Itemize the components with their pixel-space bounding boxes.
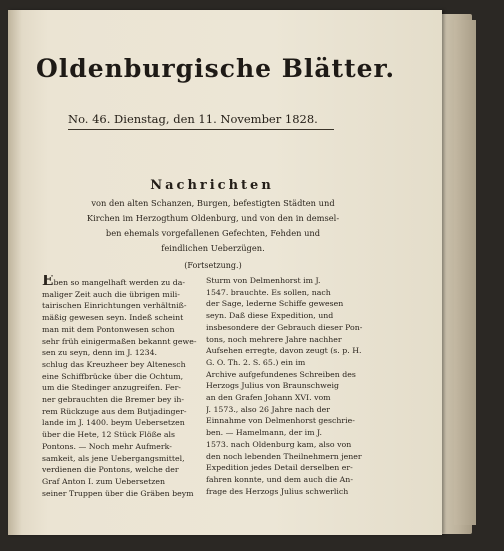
- text-line: sehr früh einigermaßen bekannt gewe-: [42, 336, 197, 346]
- text-line: an den Grafen Johann XVI. vom: [206, 393, 331, 403]
- text-line: 1547. brauchte. Es sollen, nach: [206, 287, 331, 297]
- text-line: sen zu seyn, denn im J. 1234.: [42, 348, 158, 358]
- text-line: fahren konnte, und dem auch die An-: [206, 474, 353, 484]
- text-line: man mit dem Pontonwesen schon: [42, 324, 175, 334]
- text-line: schlug das Kreuzheer bey Altenesch: [42, 359, 186, 369]
- text-line: Archive aufgefundenes Schreiben des: [206, 369, 356, 379]
- text-line: rem Rückzuge aus dem Butjadinger-: [42, 406, 187, 416]
- text-line: ben. — Hamelmann, der im J.: [206, 428, 323, 438]
- text-line: G. O. Th. 2. S. 65.) ein im: [206, 357, 306, 367]
- drop-cap: E: [42, 275, 54, 289]
- text-line: lande im J. 1400. beym Uebersetzen: [42, 418, 185, 428]
- text-line: samkeit, als jene Uebergangsmittel,: [42, 453, 185, 463]
- text-line: seiner Truppen über die Gräben beym: [42, 488, 194, 498]
- right-column: [206, 275, 366, 497]
- text-line: insbesondere der Gebrauch dieser Pon-: [206, 322, 363, 332]
- text-line: frage des Herzogs Julius schwerlich: [206, 486, 349, 496]
- subtitle-line: von den alten Schanzen, Burgen, befestigten Städten und: [91, 198, 335, 208]
- text-line: [42, 275, 198, 289]
- text-line: Sturm von Delmenhorst im J.: [206, 276, 321, 285]
- text-line: Aufsehen erregte, davon zeugt (s. p. H.: [206, 346, 362, 356]
- text-line: verdienen die Pontons, welche der: [42, 465, 179, 475]
- article-headline: Nachrichten: [150, 178, 274, 193]
- text-line: der Sage, lederne Schiffe gewesen: [206, 299, 344, 309]
- subtitle-line: Kirchen im Herzogthum Oldenburg, und von den in demsel-: [86, 213, 340, 223]
- left-column: [42, 275, 198, 499]
- text-line: über die Hete, 12 Stück Flöße als: [42, 430, 176, 440]
- text-line: Herzogs Julius von Braunschweig: [206, 381, 339, 391]
- text-line: um die Stedinger anzugreifen. Fer-: [42, 383, 181, 393]
- text-line-content: ben so mangelhaft werden zu da-: [53, 278, 186, 287]
- continuation-note: (Fortsetzung.): [184, 261, 242, 270]
- article-subtitle: [38, 196, 388, 256]
- page-stack-edge-inner: [454, 20, 476, 525]
- subtitle-line: feindlichen Ueberzügen.: [161, 243, 265, 253]
- text-line: tairischen Einrichtungen verhältniß-: [42, 301, 187, 311]
- text-line: seyn. Daß diese Expedition, und: [206, 311, 334, 321]
- text-line: Pontons. — Noch mehr Aufmerk-: [42, 441, 172, 451]
- text-line: J. 1573., also 26 Jahre nach der: [206, 404, 330, 414]
- text-line: maliger Zeit auch die übrigen mili-: [42, 289, 180, 299]
- text-line: mäßig gewesen seyn. Indeß scheint: [42, 313, 184, 323]
- text-line: den noch lebenden Theilnehmern jener: [206, 451, 362, 461]
- text-line: 1573. nach Oldenburg kam, also von: [206, 439, 352, 449]
- text-line: Graf Anton I. zum Uebersetzen: [42, 476, 165, 486]
- subtitle-line: ben ehemals vorgefallenen Gefechten, Fehden und: [105, 228, 321, 238]
- text-line: ner gebrauchten die Bremer bey ih-: [42, 395, 184, 405]
- newspaper-page: [8, 10, 442, 535]
- text-line: Expedition jedes Detail derselben er-: [206, 463, 353, 473]
- issue-line: No. 46. Dienstag, den 11. November 1828.: [68, 112, 334, 130]
- masthead-title: Oldenburgische Blätter.: [36, 54, 396, 83]
- text-line: tons, noch mehrere Jahre nachher: [206, 334, 342, 344]
- text-line: Einnahme von Delmenhorst geschrie-: [206, 416, 355, 426]
- text-line: eine Schiffbrücke über die Ochtum,: [42, 371, 184, 381]
